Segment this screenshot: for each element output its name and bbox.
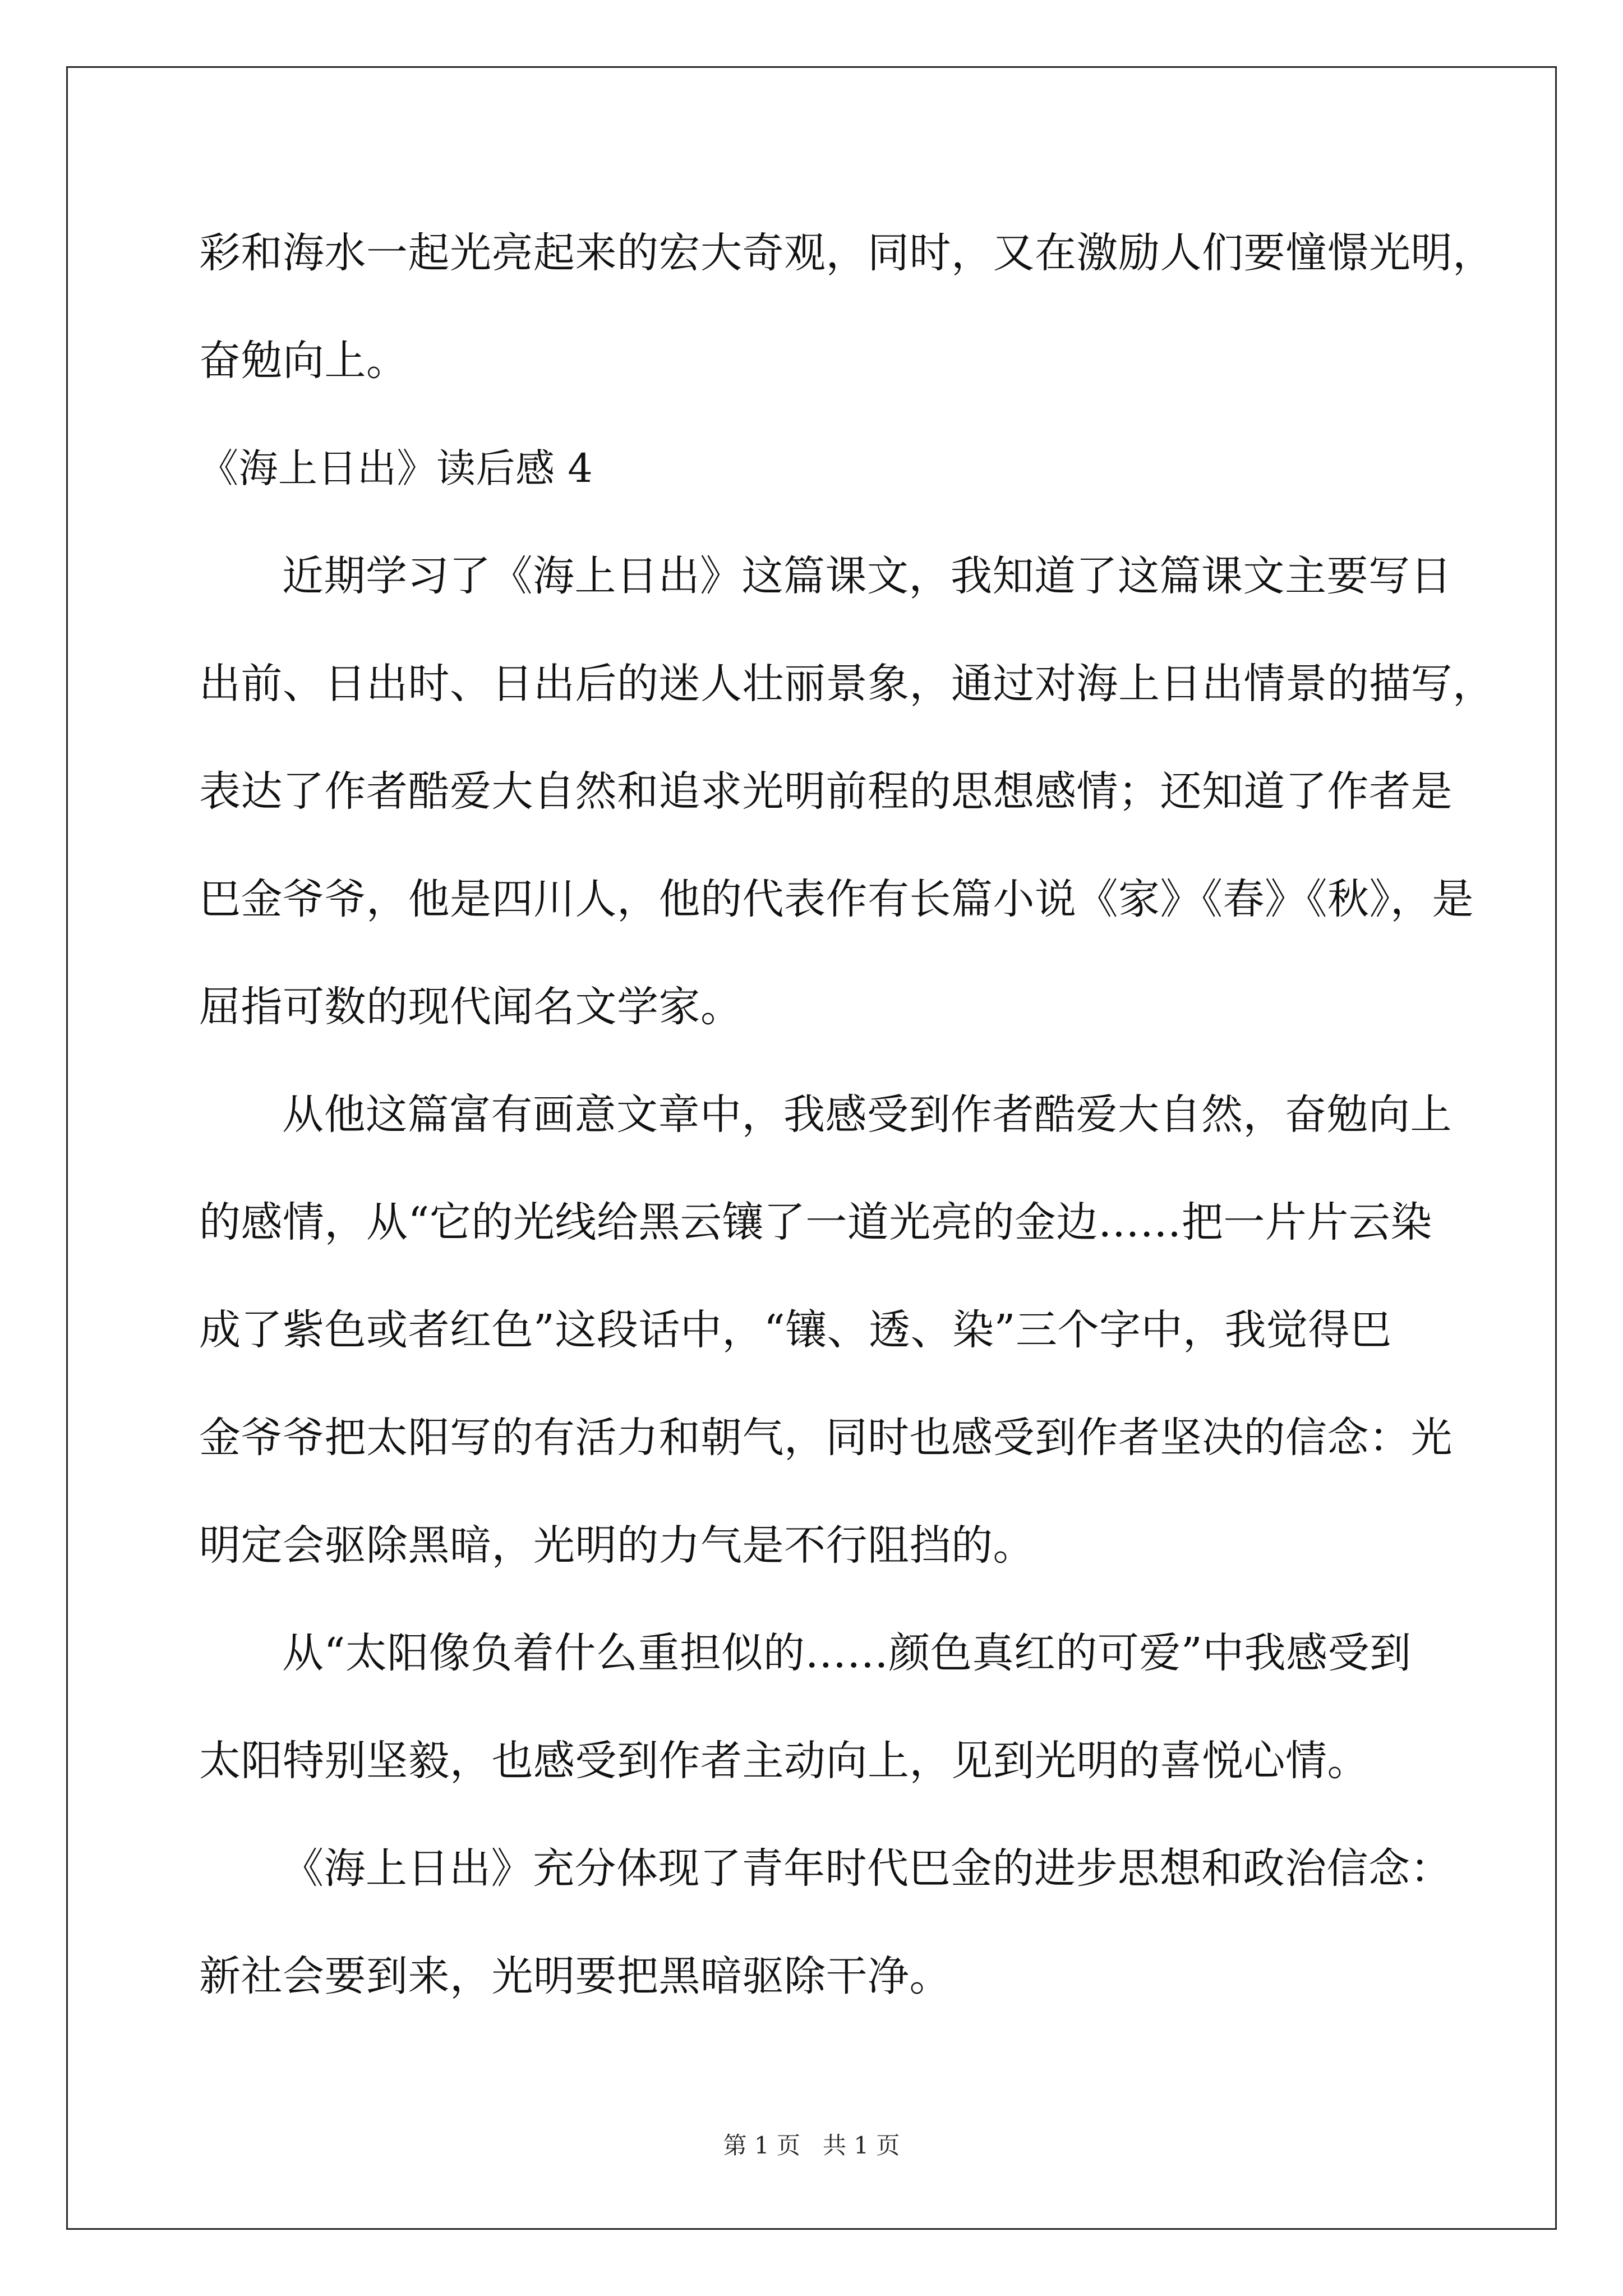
paragraph-first-line: 从“太阳像负着什么重担似的……颜色真红的可爱”中我感受到	[282, 1629, 1412, 1677]
paragraph-first-line: 近期学习了《海上日出》这篇课文，我知道了这篇课文主要写日	[282, 552, 1452, 600]
text-line: 奋勉向上。	[199, 337, 408, 385]
text-line: 太阳特别坚毅，也感受到作者主动向上，见到光明的喜悦心情。	[199, 1737, 1369, 1785]
paragraph-first-line: 《海上日出》充分体现了青年时代巴金的进步思想和政治信念：	[282, 1844, 1452, 1893]
text-line: 彩和海水一起光亮起来的宏大奇观，同时，又在激励人们要憧憬光明，	[199, 229, 1495, 277]
text-line: 金爷爷把太阳写的有活力和朝气，同时也感受到作者坚决的信念：光	[199, 1414, 1453, 1462]
section-heading: 《海上日出》读后感 4	[199, 445, 593, 491]
text-line: 表达了作者酷爱大自然和追求光明前程的思想感情；还知道了作者是	[199, 767, 1453, 816]
text-line: 出前、日出时、日出后的迷人壮丽景象，通过对海上日出情景的描写，	[199, 660, 1495, 708]
text-line: 新社会要到来，光明要把黑暗驱除干净。	[199, 1952, 951, 2000]
text-line: 的感情，从“它的光线给黑云镶了一道光亮的金边……把一片片云染	[199, 1198, 1432, 1246]
text-line: 明定会驱除黑暗，光明的力气是不行阻挡的。	[199, 1521, 1035, 1570]
page-total: 共 1 页	[823, 2132, 900, 2159]
text-line: 屈指可数的现代闻名文学家。	[199, 983, 743, 1031]
text-line: 巴金爷爷，他是四川人，他的代表作有长篇小说《家》《春》《秋》，是	[199, 875, 1474, 923]
page-footer	[0, 2129, 1623, 2162]
paragraph-first-line: 从他这篇富有画意文章中，我感受到作者酷爱大自然，奋勉向上	[282, 1091, 1452, 1139]
page-number: 第 1 页	[723, 2132, 800, 2159]
text-line: 成了紫色或者红色”这段话中，“镶、透、染”三个字中，我觉得巴	[199, 1306, 1392, 1354]
document-body	[199, 199, 1495, 2030]
